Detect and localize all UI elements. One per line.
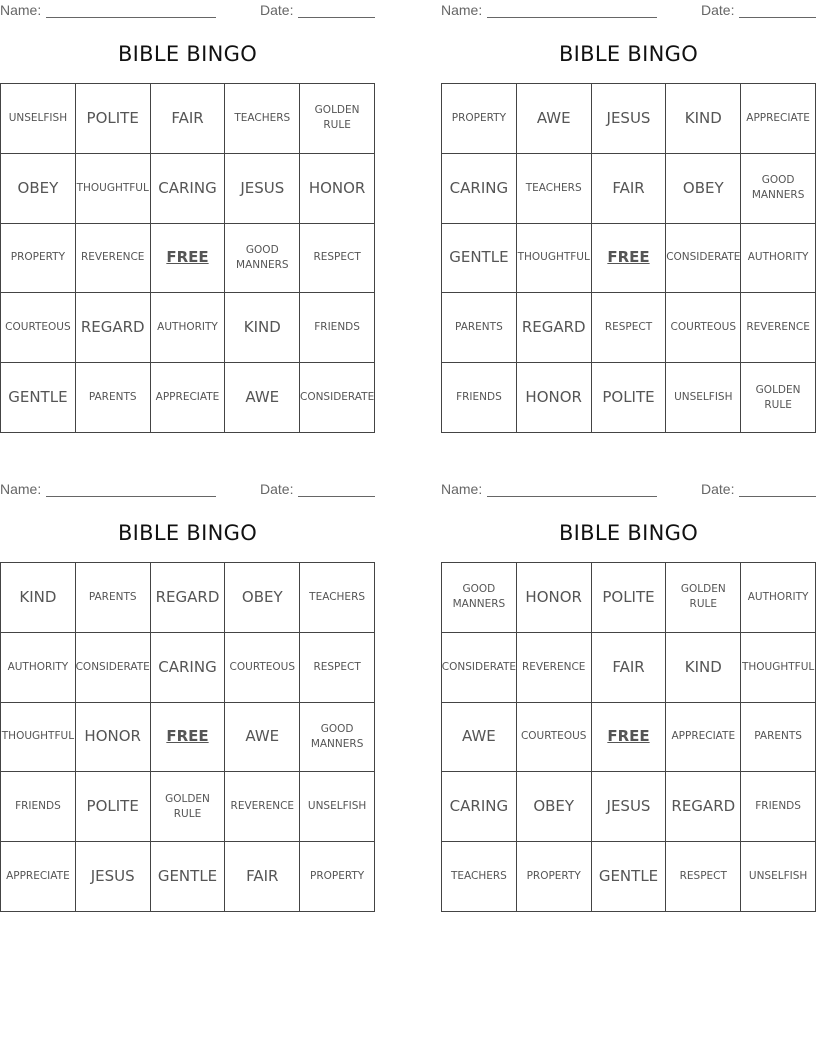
bingo-cell[interactable]: PROPERTY	[1, 224, 76, 294]
bingo-cell[interactable]: CARING	[151, 633, 226, 703]
name-label: Name:	[0, 481, 42, 497]
bingo-cell[interactable]: CONSIDERATE	[300, 363, 375, 433]
bingo-cell[interactable]: GENTLE	[151, 842, 226, 912]
bingo-cell[interactable]: GENTLE	[442, 224, 517, 294]
bingo-cell[interactable]: PARENTS	[76, 363, 151, 433]
bingo-cell[interactable]: REGARD	[517, 293, 592, 363]
bingo-cell[interactable]: CONSIDERATE	[76, 633, 151, 703]
card-title: BIBLE BINGO	[558, 42, 699, 66]
name-line[interactable]	[487, 496, 657, 497]
bingo-cell[interactable]: GENTLE	[592, 842, 667, 912]
bingo-cell[interactable]: REVERENCE	[76, 224, 151, 294]
bingo-cell[interactable]: CONSIDERATE	[666, 224, 741, 294]
bingo-cell[interactable]: POLITE	[592, 363, 667, 433]
bingo-cell[interactable]: JESUS	[225, 154, 300, 224]
date-label: Date:	[260, 2, 294, 18]
bingo-cell[interactable]: POLITE	[76, 84, 151, 154]
bingo-cell[interactable]: AWE	[225, 363, 300, 433]
name-line[interactable]	[487, 17, 657, 18]
card-title: BIBLE BINGO	[117, 42, 258, 66]
bingo-cell[interactable]: AUTHORITY	[151, 293, 226, 363]
bingo-cell[interactable]: CONSIDERATE	[442, 633, 517, 703]
bingo-cell[interactable]: AWE	[442, 703, 517, 773]
bingo-cell[interactable]: GOLDEN RULE	[741, 363, 816, 433]
bingo-cell[interactable]: HONOR	[517, 363, 592, 433]
bingo-cell[interactable]: KIND	[225, 293, 300, 363]
name-date-bar	[0, 481, 375, 499]
bingo-cell[interactable]: REGARD	[666, 772, 741, 842]
bingo-cell[interactable]: REGARD	[76, 293, 151, 363]
bingo-cell[interactable]: TEACHERS	[442, 842, 517, 912]
bingo-cell[interactable]: FRIENDS	[741, 772, 816, 842]
bingo-cell[interactable]: RESPECT	[666, 842, 741, 912]
bingo-cell[interactable]: PROPERTY	[300, 842, 375, 912]
bingo-cell[interactable]: FAIR	[592, 633, 667, 703]
bingo-cell[interactable]: OBEY	[1, 154, 76, 224]
bingo-card	[0, 0, 375, 440]
bingo-cell[interactable]: COURTEOUS	[517, 703, 592, 773]
name-date-bar	[0, 2, 375, 20]
bingo-grid	[0, 83, 375, 433]
bingo-cell[interactable]: RESPECT	[300, 224, 375, 294]
bingo-cell[interactable]: GOOD MANNERS	[225, 224, 300, 294]
date-label: Date:	[260, 481, 294, 497]
bingo-cell[interactable]: GOLDEN RULE	[151, 772, 226, 842]
bingo-cell[interactable]: APPRECIATE	[666, 703, 741, 773]
bingo-cell[interactable]: POLITE	[592, 563, 667, 633]
date-line[interactable]	[298, 496, 375, 497]
bingo-cell[interactable]: HONOR	[76, 703, 151, 773]
date-line[interactable]	[739, 17, 816, 18]
bingo-cell[interactable]: TEACHERS	[517, 154, 592, 224]
bingo-cell[interactable]: REVERENCE	[517, 633, 592, 703]
bingo-cell[interactable]: FAIR	[225, 842, 300, 912]
bingo-cell[interactable]: REGARD	[151, 563, 226, 633]
bingo-cell[interactable]: GOLDEN RULE	[300, 84, 375, 154]
bingo-cell[interactable]: UNSELFISH	[666, 363, 741, 433]
bingo-cell[interactable]: UNSELFISH	[300, 772, 375, 842]
bingo-cell[interactable]: THOUGHTFUL	[76, 154, 151, 224]
bingo-cell[interactable]: KIND	[666, 84, 741, 154]
card-title: BIBLE BINGO	[117, 521, 258, 545]
bingo-cell[interactable]: AUTHORITY	[741, 563, 816, 633]
bingo-cell[interactable]: RESPECT	[592, 293, 667, 363]
bingo-cell[interactable]: UNSELFISH	[741, 842, 816, 912]
bingo-cell[interactable]: KIND	[666, 633, 741, 703]
bingo-cell[interactable]: POLITE	[76, 772, 151, 842]
bingo-cell[interactable]: OBEY	[517, 772, 592, 842]
bingo-cell[interactable]: PROPERTY	[442, 84, 517, 154]
name-date-bar	[441, 481, 816, 499]
bingo-cell[interactable]: CARING	[442, 772, 517, 842]
date-line[interactable]	[298, 17, 375, 18]
bingo-cell[interactable]: JESUS	[592, 84, 667, 154]
bingo-grid	[0, 562, 375, 912]
bingo-cell[interactable]: THOUGHTFUL	[517, 224, 592, 294]
bingo-cell[interactable]: AWE	[517, 84, 592, 154]
bingo-cell[interactable]: GOOD MANNERS	[300, 703, 375, 773]
bingo-cell[interactable]: AUTHORITY	[741, 224, 816, 294]
bingo-cell[interactable]: CARING	[442, 154, 517, 224]
bingo-cell[interactable]: COURTEOUS	[225, 633, 300, 703]
bingo-cell[interactable]: AWE	[225, 703, 300, 773]
bingo-cell[interactable]: UNSELFISH	[1, 84, 76, 154]
name-label: Name:	[441, 481, 483, 497]
bingo-cell[interactable]: PARENTS	[442, 293, 517, 363]
bingo-grid	[441, 562, 816, 912]
free-space[interactable]: FREE	[151, 224, 226, 294]
bingo-cell[interactable]: HONOR	[300, 154, 375, 224]
bingo-cell[interactable]: FRIENDS	[1, 772, 76, 842]
bingo-grid	[441, 83, 816, 433]
bingo-cell[interactable]: RESPECT	[300, 633, 375, 703]
bingo-cell[interactable]: GOLDEN RULE	[666, 563, 741, 633]
name-line[interactable]	[46, 496, 216, 497]
free-space[interactable]: FREE	[592, 703, 667, 773]
date-label: Date:	[701, 2, 735, 18]
bingo-cell[interactable]: APPRECIATE	[151, 363, 226, 433]
date-label: Date:	[701, 481, 735, 497]
name-line[interactable]	[46, 17, 216, 18]
bingo-cell[interactable]: COURTEOUS	[666, 293, 741, 363]
bingo-cell[interactable]: JESUS	[592, 772, 667, 842]
bingo-cell[interactable]: PARENTS	[76, 563, 151, 633]
name-label: Name:	[441, 2, 483, 18]
bingo-cell[interactable]: GOOD MANNERS	[741, 154, 816, 224]
bingo-cell[interactable]: THOUGHTFUL	[1, 703, 76, 773]
bingo-cell[interactable]: OBEY	[666, 154, 741, 224]
bingo-cell[interactable]: TEACHERS	[225, 84, 300, 154]
name-label: Name:	[0, 2, 42, 18]
bingo-cell[interactable]: THOUGHTFUL	[741, 633, 816, 703]
bingo-cell[interactable]: OBEY	[225, 563, 300, 633]
bingo-cell[interactable]: KIND	[1, 563, 76, 633]
bingo-cell[interactable]: HONOR	[517, 563, 592, 633]
bingo-cell[interactable]: CARING	[151, 154, 226, 224]
bingo-cell[interactable]: PROPERTY	[517, 842, 592, 912]
bingo-cell[interactable]: GENTLE	[1, 363, 76, 433]
date-line[interactable]	[739, 496, 816, 497]
bingo-card	[441, 479, 816, 919]
bingo-card	[0, 479, 375, 919]
bingo-cell[interactable]: FRIENDS	[442, 363, 517, 433]
free-space[interactable]: FREE	[151, 703, 226, 773]
card-title: BIBLE BINGO	[558, 521, 699, 545]
bingo-card	[441, 0, 816, 440]
bingo-cell[interactable]: TEACHERS	[300, 563, 375, 633]
bingo-cell[interactable]: REVERENCE	[225, 772, 300, 842]
free-space[interactable]: FREE	[592, 224, 667, 294]
bingo-cell[interactable]: FAIR	[151, 84, 226, 154]
bingo-cell[interactable]: PARENTS	[741, 703, 816, 773]
bingo-cell[interactable]: COURTEOUS	[1, 293, 76, 363]
bingo-cell[interactable]: APPRECIATE	[741, 84, 816, 154]
bingo-cell[interactable]: GOOD MANNERS	[442, 563, 517, 633]
bingo-cell[interactable]: AUTHORITY	[1, 633, 76, 703]
bingo-cell[interactable]: APPRECIATE	[1, 842, 76, 912]
bingo-cell[interactable]: FAIR	[592, 154, 667, 224]
bingo-cell[interactable]: JESUS	[76, 842, 151, 912]
bingo-cell[interactable]: FRIENDS	[300, 293, 375, 363]
bingo-cell[interactable]: REVERENCE	[741, 293, 816, 363]
name-date-bar	[441, 2, 816, 20]
